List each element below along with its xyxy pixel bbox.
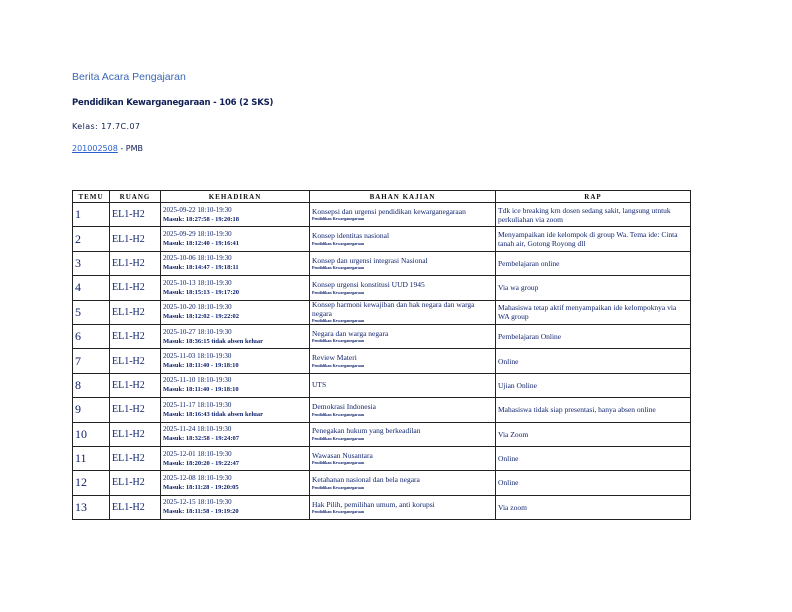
attendance-date: 2025-10-20 18:10-19:30 xyxy=(163,303,232,312)
topic-course: Pendidikan Kewarganegaraan xyxy=(312,411,365,417)
table-row xyxy=(73,373,691,397)
attendance-date: 2025-12-08 18:10-19:30 xyxy=(163,473,232,482)
attendance-masuk: Masuk: 18:20:20 - 19:22:47 xyxy=(163,459,240,467)
attendance-date: 2025-09-29 18:10-19:30 xyxy=(163,230,232,239)
cell-ruang: EL1-H2 xyxy=(110,398,161,422)
attendance-masuk: Masuk: 18:12:02 - 19:22:02 xyxy=(163,313,240,321)
cell-kehadiran xyxy=(161,422,310,446)
attendance-masuk: Masuk: 18:36:15 tidak absen keluar xyxy=(163,337,264,345)
topic-course: Pendidikan Kewarganegaraan xyxy=(312,460,365,466)
topic-text: Konsep urgensi konstitusi UUD 1945 xyxy=(312,280,425,290)
cell-rap: Tdk ice breaking krn dosen sedang sakit, langsung utntuk perkuliahan via zoom xyxy=(496,203,691,227)
cell-temu: 6 xyxy=(73,324,110,348)
cell-rap: Pembelajaran online xyxy=(496,251,691,275)
lecturer-id-link[interactable]: 201002508 xyxy=(72,144,118,153)
cell-rap: Ujian Online xyxy=(496,373,691,397)
attendance-masuk: Masuk: 18:11:58 - 19:19:20 xyxy=(163,508,239,516)
table-row xyxy=(73,227,691,251)
topic-text: Hak Pilih, pemilihan umum, anti korupsi xyxy=(312,499,435,509)
attendance-date: 2025-12-01 18:10-19:30 xyxy=(163,449,232,458)
attendance-masuk: Masuk: 18:15:13 - 19:17:20 xyxy=(163,288,240,296)
lecturer-suffix: - PMB xyxy=(117,144,143,153)
attendance-date: 2025-11-10 18:10-19:30 xyxy=(163,376,232,385)
cell-kehadiran xyxy=(161,471,310,495)
attendance-date: 2025-10-06 18:10-19:30 xyxy=(163,254,232,263)
cell-kehadiran xyxy=(161,398,310,422)
document-title: Berita Acara Pengajaran xyxy=(72,71,186,83)
attendance-date: 2025-11-17 18:10-19:30 xyxy=(163,400,232,409)
attendance-date: 2025-10-27 18:10-19:30 xyxy=(163,327,232,336)
cell-ruang: EL1-H2 xyxy=(110,446,161,470)
cell-rap: Menyampaikan ide kelompok di group Wa. Tema ide: Cinta tanah air, Gotong Royong dll xyxy=(496,227,691,251)
lecturer-line xyxy=(72,144,143,153)
topic-course: Pendidikan Kewarganegaraan xyxy=(312,265,365,271)
topic-text: Demokrasi Indonesia xyxy=(312,402,376,412)
column-header-kehadiran: KEHADIRAN xyxy=(161,191,310,203)
cell-kehadiran xyxy=(161,276,310,300)
topic-course: Pendidikan Kewarganegaraan xyxy=(312,362,365,368)
cell-rap: Via zoom xyxy=(496,495,691,519)
topic-course: Pendidikan Kewarganegaraan xyxy=(312,338,365,344)
cell-rap: Via Zoom xyxy=(496,422,691,446)
attendance-date: 2025-11-24 18:10-19:30 xyxy=(163,425,232,434)
table-row xyxy=(73,276,691,300)
cell-ruang: EL1-H2 xyxy=(110,349,161,373)
table-row xyxy=(73,203,691,227)
topic-text: Negara dan warga negara xyxy=(312,328,389,338)
table-row xyxy=(73,446,691,470)
cell-bahan-kajian xyxy=(310,300,496,324)
topic-text: UTS xyxy=(312,380,327,390)
table-row xyxy=(73,471,691,495)
topic-course: Pendidikan Kewarganegaraan xyxy=(312,484,365,490)
cell-rap: Mahasiswa tetap aktif menyampaikan ide kelompoknya via WA group xyxy=(496,300,691,324)
cell-kehadiran xyxy=(161,227,310,251)
cell-rap: Online xyxy=(496,446,691,470)
cell-bahan-kajian xyxy=(310,324,496,348)
topic-course: Pendidikan Kewarganegaraan xyxy=(312,435,365,441)
cell-temu: 13 xyxy=(73,495,110,519)
topic-text: Konsep dan urgensi integrasi Nasional xyxy=(312,255,428,265)
cell-ruang: EL1-H2 xyxy=(110,471,161,495)
cell-bahan-kajian xyxy=(310,446,496,470)
table-row xyxy=(73,398,691,422)
cell-bahan-kajian xyxy=(310,227,496,251)
attendance-date: 2025-09-22 18:10-19:30 xyxy=(163,205,232,214)
cell-temu: 1 xyxy=(73,203,110,227)
attendance-masuk: Masuk: 18:32:58 - 19:24:07 xyxy=(163,435,240,443)
topic-course: Pendidikan Kewarganegaraan xyxy=(312,240,365,246)
cell-rap: Online xyxy=(496,349,691,373)
topic-text: Konsepsi dan urgensi pendidikan kewarganegaraan xyxy=(312,206,466,216)
cell-rap: Mahasiswa tidak siap presentasi, hanya absen online xyxy=(496,398,691,422)
attendance-masuk: Masuk: 18:27:58 - 19:20:18 xyxy=(163,215,240,223)
cell-ruang: EL1-H2 xyxy=(110,324,161,348)
cell-bahan-kajian xyxy=(310,276,496,300)
attendance-masuk: Masuk: 18:16:43 tidak absen keluar xyxy=(163,410,264,418)
class-label: Kelas: 17.7C.07 xyxy=(72,122,141,131)
cell-ruang: EL1-H2 xyxy=(110,422,161,446)
cell-temu: 7 xyxy=(73,349,110,373)
attendance-masuk: Masuk: 18:11:40 - 19:18:10 xyxy=(163,386,239,394)
attendance-date: 2025-10-13 18:10-19:30 xyxy=(163,278,232,287)
topic-text: Review Materi xyxy=(312,353,357,363)
attendance-masuk: Masuk: 18:14:47 - 19:18:11 xyxy=(163,264,239,272)
cell-kehadiran xyxy=(161,300,310,324)
column-header-ruang: RUANG xyxy=(110,191,161,203)
cell-bahan-kajian xyxy=(310,422,496,446)
table-row xyxy=(73,251,691,275)
cell-rap: Online xyxy=(496,471,691,495)
table-row xyxy=(73,324,691,348)
cell-temu: 5 xyxy=(73,300,110,324)
attendance-masuk: Masuk: 18:11:28 - 19:20:05 xyxy=(163,483,239,491)
cell-temu: 3 xyxy=(73,251,110,275)
cell-temu: 2 xyxy=(73,227,110,251)
topic-text: Penegakan hukum yang berkeadilan xyxy=(312,426,421,436)
cell-temu: 11 xyxy=(73,446,110,470)
topic-text: Konsep identitas nasional xyxy=(312,231,390,241)
attendance-masuk: Masuk: 18:12:40 - 19:16:41 xyxy=(163,240,240,248)
cell-rap: Via wa group xyxy=(496,276,691,300)
attendance-table xyxy=(72,190,691,520)
topic-course: Pendidikan Kewarganegaraan xyxy=(312,289,365,295)
attendance-masuk: Masuk: 18:11:40 - 19:18:10 xyxy=(163,362,239,370)
attendance-date: 2025-11-03 18:10-19:30 xyxy=(163,352,232,361)
table-row xyxy=(73,349,691,373)
cell-ruang: EL1-H2 xyxy=(110,276,161,300)
course-name: Pendidikan Kewarganegaraan - 106 (2 SKS) xyxy=(72,98,274,108)
cell-kehadiran xyxy=(161,251,310,275)
cell-kehadiran xyxy=(161,203,310,227)
cell-ruang: EL1-H2 xyxy=(110,300,161,324)
cell-kehadiran xyxy=(161,349,310,373)
cell-bahan-kajian xyxy=(310,203,496,227)
cell-kehadiran xyxy=(161,324,310,348)
topic-course: Pendidikan Kewarganegaraan xyxy=(312,509,365,515)
cell-temu: 4 xyxy=(73,276,110,300)
cell-temu: 12 xyxy=(73,471,110,495)
topic-course: Pendidikan Kewarganegaraan xyxy=(312,318,365,324)
cell-temu: 8 xyxy=(73,373,110,397)
column-header-temu: TEMU xyxy=(73,191,110,203)
topic-text: Konsep harmoni kewajiban dan hak negara dan warga negara xyxy=(312,300,475,318)
cell-bahan-kajian xyxy=(310,398,496,422)
cell-kehadiran xyxy=(161,373,310,397)
cell-bahan-kajian xyxy=(310,349,496,373)
cell-kehadiran xyxy=(161,495,310,519)
topic-text: Wawasan Nusantara xyxy=(312,450,373,460)
cell-temu: 10 xyxy=(73,422,110,446)
cell-ruang: EL1-H2 xyxy=(110,251,161,275)
table-row xyxy=(73,495,691,519)
cell-bahan-kajian xyxy=(310,495,496,519)
cell-ruang: EL1-H2 xyxy=(110,203,161,227)
table-header-row xyxy=(73,191,691,203)
cell-ruang: EL1-H2 xyxy=(110,227,161,251)
cell-rap: Pembelajaran Online xyxy=(496,324,691,348)
table-row xyxy=(73,300,691,324)
cell-kehadiran xyxy=(161,446,310,470)
cell-ruang: EL1-H2 xyxy=(110,373,161,397)
attendance-date: 2025-12-15 18:10-19:30 xyxy=(163,498,232,507)
topic-course: Pendidikan Kewarganegaraan xyxy=(312,216,365,222)
column-header-rap: RAP xyxy=(496,191,691,203)
cell-bahan-kajian xyxy=(310,373,496,397)
column-header-bahan-kajian: BAHAN KAJIAN xyxy=(310,191,496,203)
cell-ruang: EL1-H2 xyxy=(110,495,161,519)
cell-bahan-kajian xyxy=(310,471,496,495)
topic-text: Ketahanan nasional dan bela negara xyxy=(312,475,420,485)
cell-bahan-kajian xyxy=(310,251,496,275)
cell-temu: 9 xyxy=(73,398,110,422)
table-row xyxy=(73,422,691,446)
